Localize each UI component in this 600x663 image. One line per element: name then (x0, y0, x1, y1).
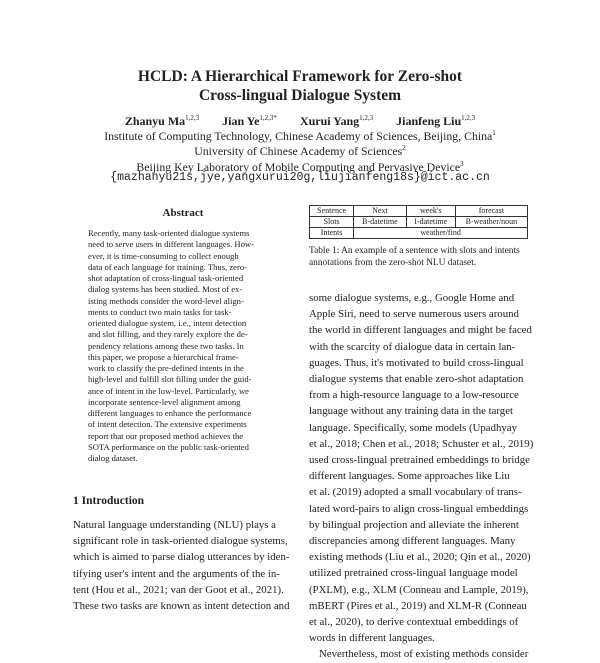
text-line: These two tasks are known as intent detection and (73, 600, 290, 613)
text-line: Recently, many task-oriented dialogue systems (88, 228, 250, 238)
text-line: (PXLM), e.g., XLM (Conneau and Lample, 2019), (309, 583, 529, 596)
text-line: which is aimed to parse dialog utterances by iden- (73, 551, 290, 564)
text-line: pendency relations among these two tasks. In (88, 340, 244, 351)
affiliation: University of Chinese Academy of Sciences$^2$ (194, 143, 406, 158)
text-line: shot adaptation of cross-lingual task-oriented (88, 273, 244, 283)
text-line: et al. (2019) adopted a small vocabulary of trans- (309, 486, 522, 499)
table-cell: week's (406, 206, 455, 217)
table-row (310, 206, 528, 217)
text-line: et al., 2020), to derive contextual embeddings of (309, 616, 519, 629)
text-line: ance of intent in the low-level. Particularly, we (88, 385, 249, 396)
abstract-heading: Abstract (162, 207, 204, 219)
title-line: Cross-lingual Dialogue System (198, 87, 402, 104)
table-cell: I-datetime (406, 217, 455, 228)
text-line: oriented dialogue system, i.e., intent detection (88, 318, 247, 328)
text-line: and slot filling, and they rarely explore the de- (88, 329, 248, 340)
text-line: dialog systems has been studied. Most of ex- (88, 284, 243, 295)
text-line: by bilingual projection and alleviate the inherent (309, 518, 519, 531)
text-line: guages. Thus, it's motivated to build cross-lingual (309, 356, 524, 369)
text-line: existing methods (Liu et al., 2020; Qin et al., 2020) (309, 551, 531, 564)
text-line: data of each language for training. Thus, zero- (88, 261, 247, 272)
text-line: used cross-lingual pretrained embeddings to bridge (309, 454, 530, 467)
text-line: from a high-resource language to a low-resource (309, 389, 519, 402)
text-line: Apple Siri, need to serve numerous users around (309, 308, 519, 321)
text-line: Nevertheless, most of existing methods consider (319, 648, 529, 661)
table-caption: Table 1: An example of a sentence with slots and intents annotations from the zero-shot NLU dataset. (309, 246, 520, 268)
text-line: language. Specifically, some models (Upadhyay (309, 421, 517, 434)
title-line: HCLD: A Hierarchical Framework for Zero-shot (137, 68, 463, 85)
text-line: of intent detection. The extensive experiments (88, 419, 247, 430)
table-row (310, 217, 528, 228)
text-line: incorporate sentence-level alignment among (88, 396, 241, 407)
author-email[interactable]: {mazhanyu21s,jye,yangxurui20g,liujianfeng18s}@ict.ac.cn (110, 171, 490, 184)
text-line: ever, it is time-consuming to collect enough (88, 250, 239, 261)
text-line: tent (Hou et al., 2021; van der Goot et al., 2021). (73, 583, 284, 596)
text-line: dialog dataset. (88, 453, 138, 463)
text-line: discrepancies among different languages. Many (309, 535, 516, 548)
text-line: dialogue systems that enable zero-shot adaptation (309, 373, 524, 386)
author: Zhanyu Ma$^{1,2,3}$ (124, 114, 200, 128)
author: Jian $Ye^{1,2,3*}$ (222, 114, 277, 128)
text-line: utilized pretrained cross-lingual language model (309, 567, 518, 580)
text-line: mBERT (Pires et al., 2019) and XLM-R (Conneau (309, 599, 527, 612)
table-cell: Intents (310, 228, 354, 239)
text-line: work to classify the pre-defined intents in the (88, 363, 244, 373)
table-cell: Sentence (310, 206, 354, 217)
table-row (310, 228, 528, 239)
text-line: this paper, we propose a hierarchical frame- (88, 351, 239, 362)
text-line: with the scarcity of dialogue data in certain lan- (309, 340, 516, 353)
table-cell: B-datetime (354, 217, 406, 228)
abstract-body (88, 228, 278, 464)
text-line: some dialogue systems, e.g., Google Home and (309, 292, 515, 304)
table-cell: forecast (455, 206, 527, 217)
author: Xurui Yang$^{1,2,3}$ (299, 114, 374, 128)
text-line: lated word-pairs to align cross-lingual embeddings (309, 502, 529, 515)
paper-title (0, 67, 600, 105)
text-line: ments to conduct two main tasks for task- (88, 306, 232, 317)
affiliation: Institute of Computing Technology, Chinese Academy of Sciences, Beijing, China$^1$ (104, 128, 496, 143)
text-line: isting methods consider the word-level align- (88, 295, 244, 306)
example-table (309, 205, 528, 239)
text-line: different languages to enhance the performance (88, 408, 252, 418)
text-line: the world in different languages and might be faced (309, 324, 532, 337)
right-column-body (309, 290, 534, 663)
text-line: tifying user's intent and the arguments of the in- (73, 567, 280, 580)
table-cell: B-weather/noun (455, 217, 527, 228)
table-cell: Slots (310, 217, 354, 228)
text-line: high-level and fulfill slot filling under the guid- (88, 374, 252, 385)
affiliation: Beijing Key Laboratory of Mobile Computing and Pervasive Device$^3$ (136, 159, 464, 174)
text-line: need to serve users in different languages. How- (88, 239, 254, 250)
text-line: report that our proposed method achieves the (88, 430, 244, 441)
table-cell: Next (354, 206, 406, 217)
section-heading: 1 Introduction (73, 495, 145, 507)
text-line: words in different languages. (309, 632, 435, 645)
author: Jianfeng Liu$^{1,2,3}$ (396, 114, 476, 128)
text-line: different languages. Some approaches like Liu (309, 470, 510, 483)
text-line: significant role in task-oriented dialogue systems, (73, 535, 288, 548)
text-line: SOTA performance on the public task-oriented (88, 441, 249, 452)
text-line: language without any training data in the target (309, 405, 513, 418)
text-line: Natural language understanding (NLU) plays a (73, 519, 276, 531)
text-line: et al., 2018; Chen et al., 2018; Schuster et al., 2019) (309, 437, 534, 450)
table-cell: weather/find (354, 228, 528, 239)
